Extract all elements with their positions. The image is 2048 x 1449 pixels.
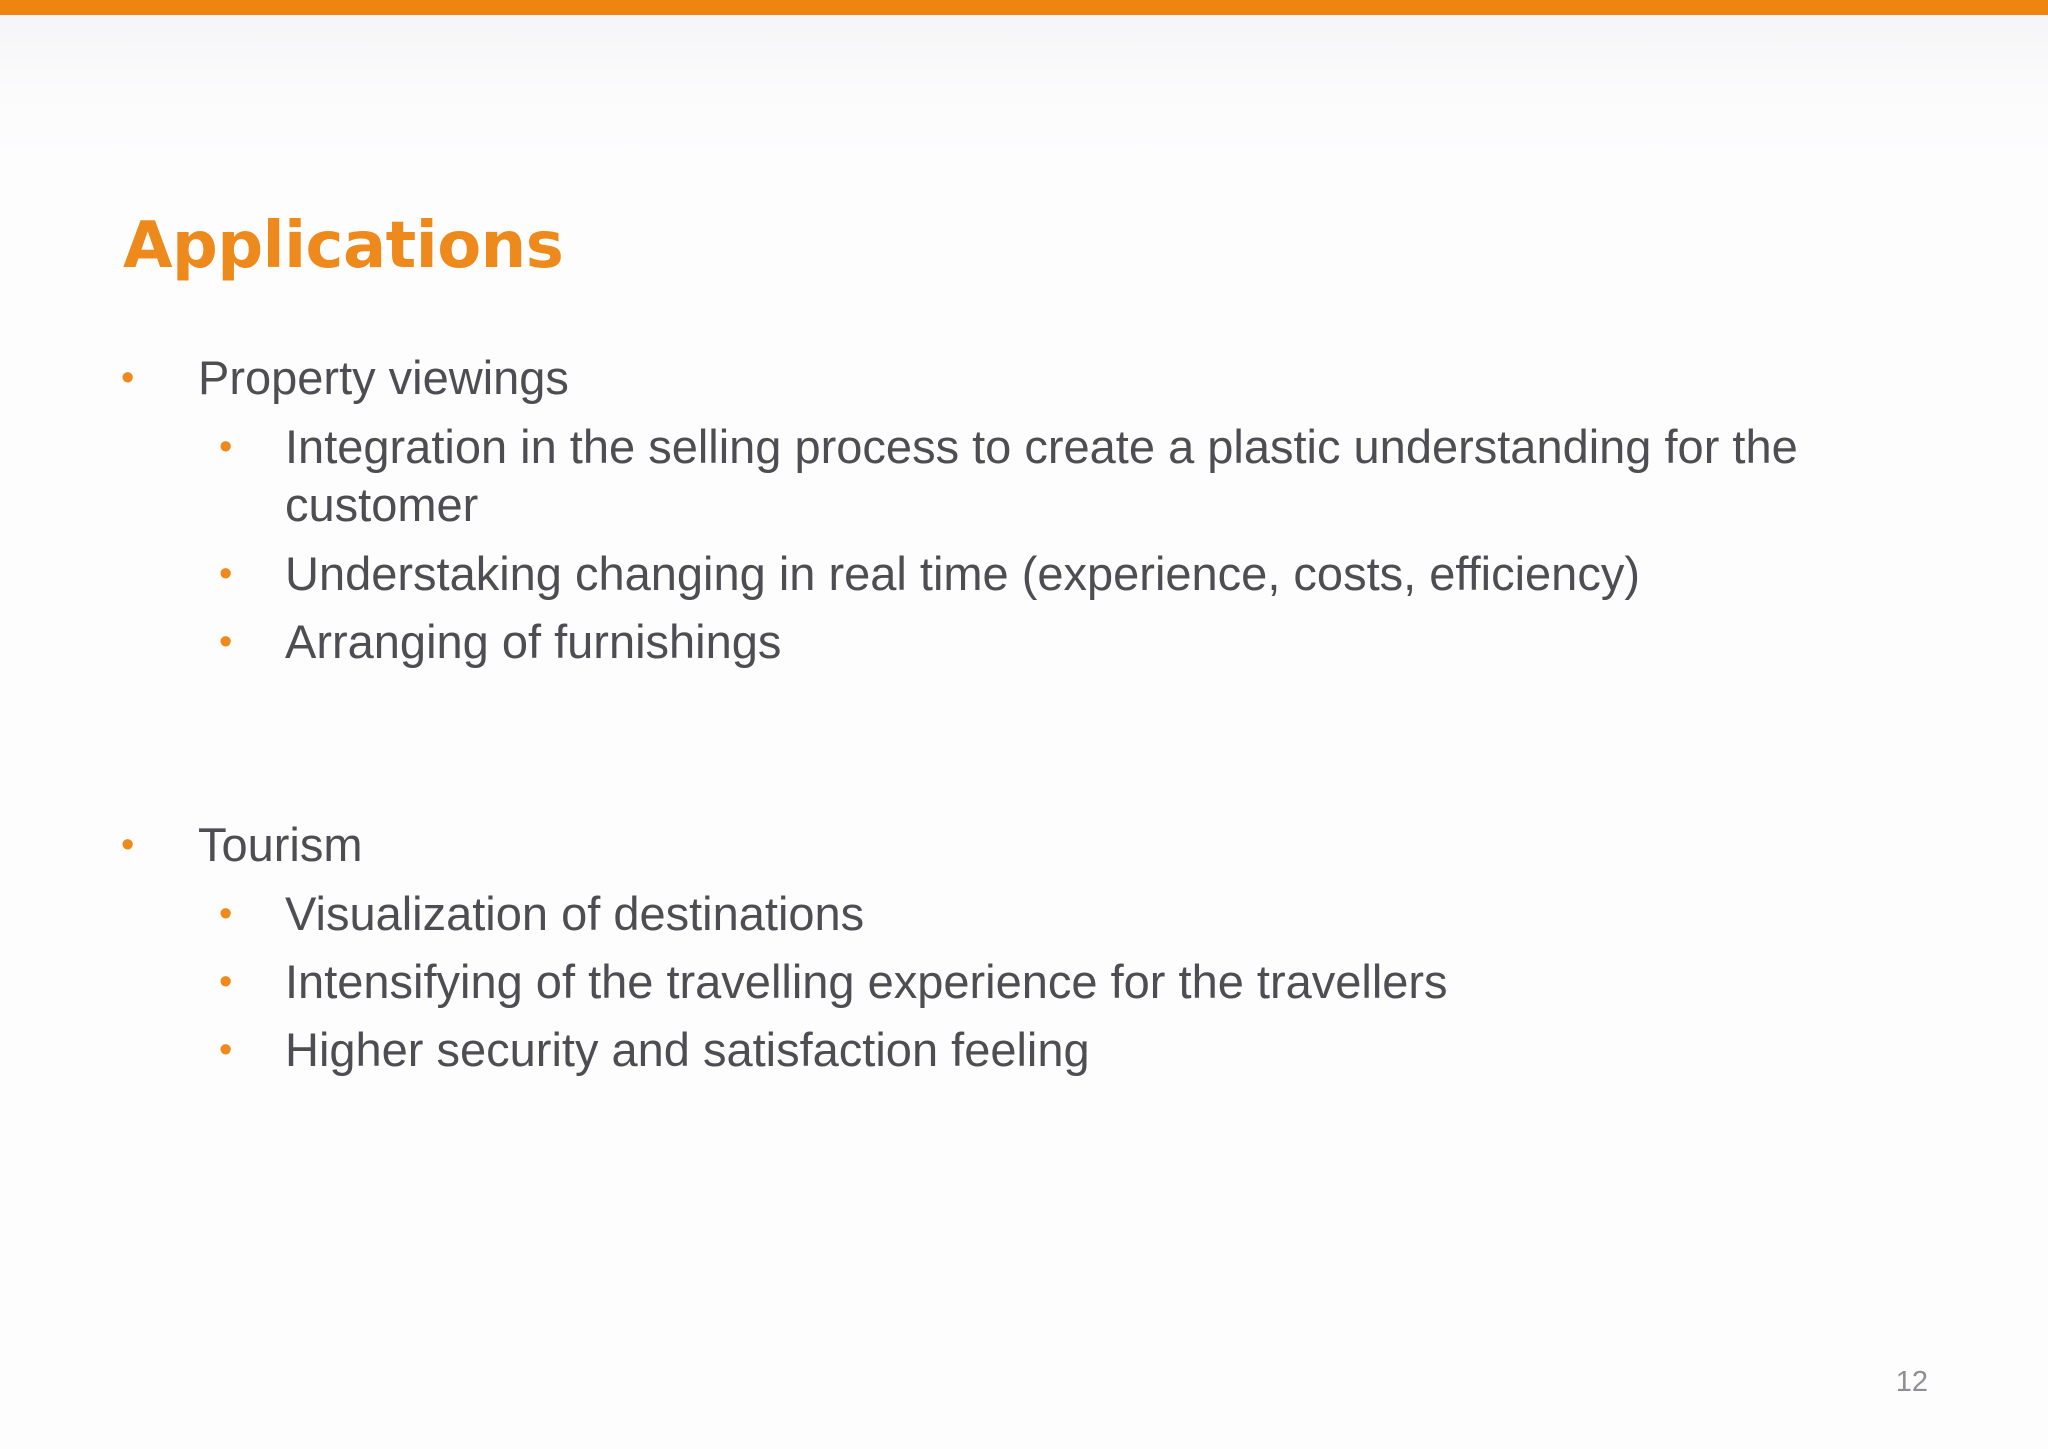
slide-title: Applications bbox=[123, 209, 564, 283]
sub-bullet-item bbox=[219, 613, 782, 671]
bullet-text: Tourism bbox=[198, 818, 363, 871]
bullet-text: Property viewings bbox=[198, 351, 569, 404]
bullet-text: Intensifying of the travelling experience for the travellers bbox=[285, 955, 1448, 1008]
bullet-item-property-viewings bbox=[121, 349, 569, 407]
bullet-text: Understaking changing in real time (experience, costs, efficiency) bbox=[285, 547, 1640, 600]
bullet-dot-icon: • bbox=[121, 357, 135, 399]
bullet-dot-icon: • bbox=[219, 621, 233, 663]
bullet-dot-icon: • bbox=[219, 893, 233, 935]
bullet-dot-icon: • bbox=[219, 426, 233, 468]
bullet-text: Higher security and satisfaction feeling bbox=[285, 1023, 1090, 1076]
bullet-text: Visualization of destinations bbox=[285, 887, 865, 940]
bullet-text: customer bbox=[285, 478, 479, 531]
sub-bullet-continuation bbox=[285, 476, 478, 534]
bullet-dot-icon: • bbox=[219, 961, 233, 1003]
bullet-item-tourism bbox=[121, 816, 363, 874]
sub-bullet-item bbox=[219, 545, 1640, 603]
bullet-text: Arranging of furnishings bbox=[285, 615, 782, 668]
bullet-dot-icon: • bbox=[219, 553, 233, 595]
sub-bullet-item bbox=[219, 1021, 1090, 1079]
sub-bullet-item bbox=[219, 885, 865, 943]
sub-bullet-item bbox=[219, 418, 1798, 476]
sub-bullet-item bbox=[219, 953, 1448, 1011]
bullet-text: Integration in the selling process to create a plastic understanding for the bbox=[285, 420, 1798, 473]
page-number: 12 bbox=[1895, 1366, 1928, 1398]
bullet-dot-icon: • bbox=[121, 824, 135, 866]
bullet-dot-icon: • bbox=[219, 1029, 233, 1071]
